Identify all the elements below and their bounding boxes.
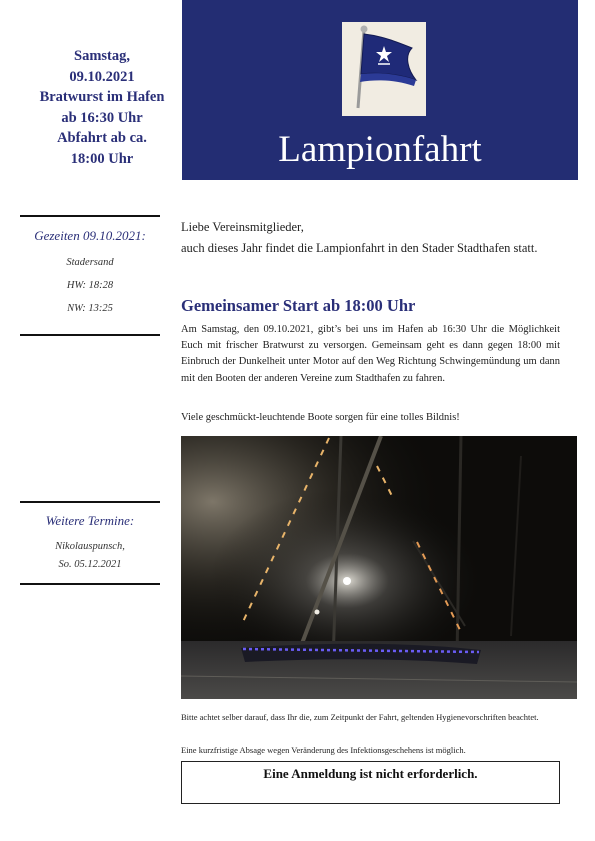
divider <box>20 501 160 503</box>
paragraph-boats: Viele geschmückt-leuchtende Boote sorgen für eine tolles Bildnis! <box>181 412 460 423</box>
registration-notice: Eine Anmeldung ist nicht erforderlich. <box>263 766 478 781</box>
paragraph-main: Am Samstag, den 09.10.2021, gibt’s bei uns im Hafen ab 16:30 Uhr die Möglichkeit Euch mit frischer Bratwurst zu versorgen. Gemeinsam geht es dann gegen 18:00 mit Einbruch der Dunkelheit unter Motor auf den Weg Richtung Schwingemündung um dann mit den Booten der anderen Vereine zum Stadthafen zu fahren. <box>181 324 560 384</box>
event-departure: Abfahrt ab ca. <box>57 130 147 146</box>
more-dates-line1: Nikolauspunsch, <box>55 541 125 552</box>
divider <box>20 583 160 585</box>
registration-notice-box <box>181 761 560 804</box>
event-date: 09.10.2021 <box>69 68 135 85</box>
tides-location: Stadersand <box>66 257 114 268</box>
event-departure-time: 18:00 Uhr <box>70 150 134 167</box>
intro <box>181 217 560 259</box>
event-bratwurst: Bratwurst im Hafen <box>39 89 165 105</box>
cancellation-note: Eine kurzfristige Absage wegen Veränderung des Infektionsgeschehens ist möglich. <box>181 745 466 755</box>
hygiene-note: Bitte achtet selber darauf, dass Ihr die, zum Zeitpunkt der Fahrt, geltenden Hygienevorschriften beachtet. <box>181 712 539 722</box>
divider <box>20 334 160 336</box>
event-day: Samstag, <box>74 48 130 64</box>
greeting: Liebe Vereinsmitglieder, <box>181 220 304 234</box>
header-banner <box>182 0 578 180</box>
club-burgee-flag-icon <box>342 22 426 116</box>
event-date-block <box>22 46 182 169</box>
more-dates-line2: So. 05.12.2021 <box>58 559 122 570</box>
tides-hw: HW: 18:28 <box>66 280 114 291</box>
page-title: Lampionfahrt <box>278 129 482 170</box>
more-dates-heading: Weitere Termine: <box>45 513 135 528</box>
event-bratwurst-time: ab 16:30 Uhr <box>61 109 143 126</box>
tides-block <box>20 228 160 316</box>
intro-line: auch dieses Jahr findet die Lampionfahrt in den Stader Stadthafen statt. <box>181 241 538 255</box>
section-title: Gemeinsamer Start ab 18:00 Uhr <box>181 296 416 315</box>
divider <box>20 215 160 217</box>
tides-heading: Gezeiten 09.10.2021: <box>34 228 146 243</box>
night-harbour-photo <box>181 436 577 699</box>
more-dates-block <box>20 513 160 572</box>
tides-nw: NW: 13:25 <box>67 303 113 314</box>
